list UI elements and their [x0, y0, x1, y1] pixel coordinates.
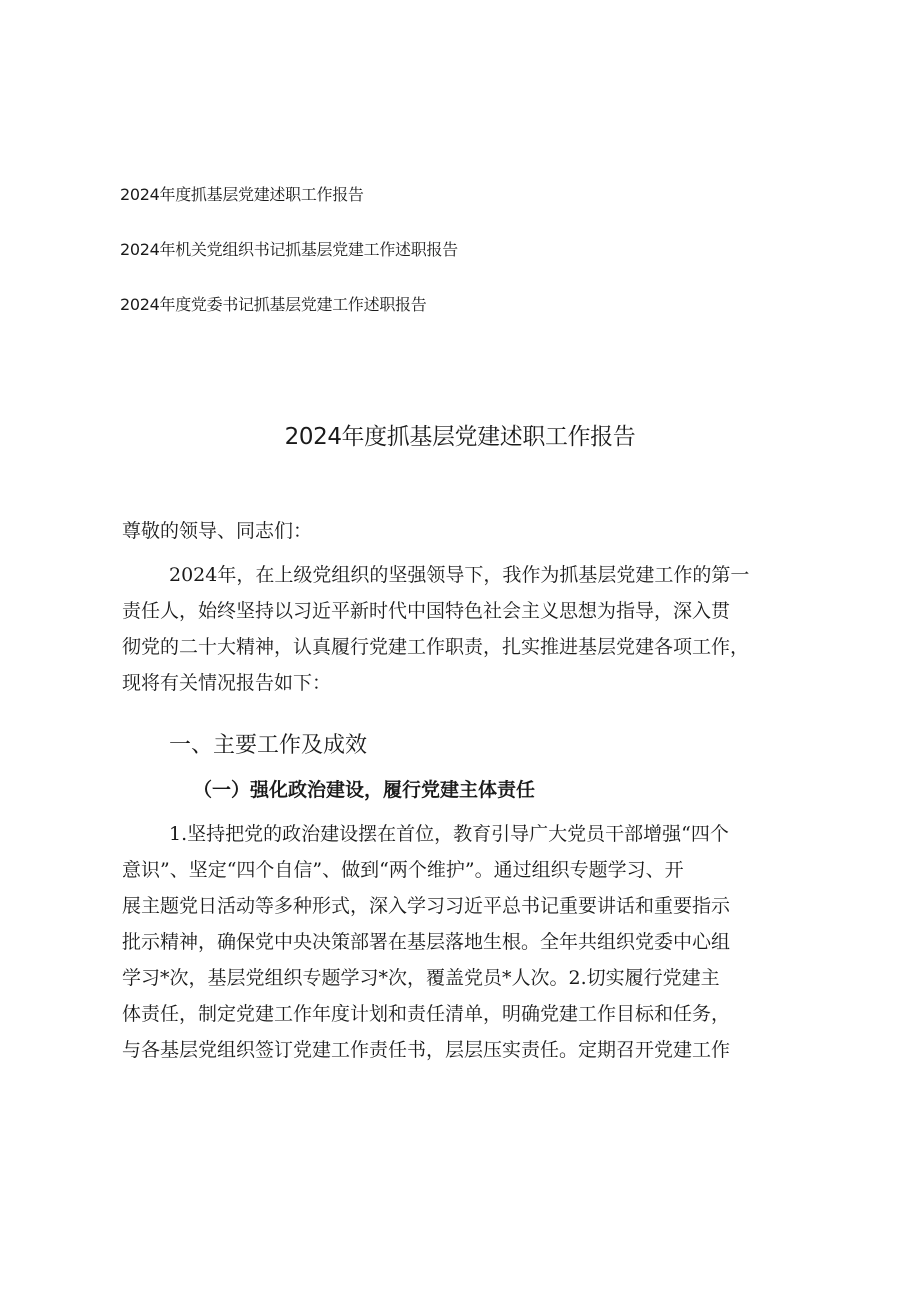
subsection-heading: （一）强化政治建设，履行党建主体责任: [193, 779, 536, 801]
salutation: 尊敬的领导、同志们：: [122, 520, 313, 542]
toc-item: 2024年机关党组织书记抓基层党建工作述职报告: [120, 240, 458, 259]
paragraph-line: 体责任，制定党建工作年度计划和责任清单，明确党建工作目标和任务，: [122, 1003, 731, 1025]
table-of-contents: [120, 183, 458, 317]
paragraph-line: 2024年，在上级党组织的坚强领导下，我作为抓基层党建工作的第一: [169, 564, 750, 586]
paragraph-line: 1.坚持把党的政治建设摆在首位，教育引导广大党员干部增强“四个: [169, 823, 729, 845]
paragraph-line: 责任人，始终坚持以习近平新时代中国特色社会主义思想为指导，深入贯: [122, 600, 731, 622]
paragraph-line: 意识”、坚定“四个自信”、做到“两个维护”。通过组织专题学习、开: [122, 859, 684, 881]
subsection-paragraph: [122, 816, 812, 1068]
paragraph-line: 批示精神，确保党中央决策部署在基层落地生根。全年共组织党委中心组: [122, 931, 731, 953]
toc-item: 2024年度党委书记抓基层党建工作述职报告: [120, 295, 427, 314]
paragraph-line: 展主题党日活动等多种形式，深入学习习近平总书记重要讲话和重要指示: [122, 895, 731, 917]
paragraph-line: 彻党的二十大精神，认真履行党建工作职责，扎实推进基层党建各项工作，: [122, 636, 750, 658]
document-title: 2024年度抓基层党建述职工作报告: [284, 424, 636, 450]
paragraph-line: 与各基层党组织签订党建工作责任书，层层压实责任。定期召开党建工作: [122, 1039, 731, 1061]
intro-paragraph: [122, 557, 812, 701]
section-heading: 一、主要工作及成效: [169, 733, 368, 758]
toc-item: 2024年度抓基层党建述职工作报告: [120, 185, 364, 204]
paragraph-line: 学习*次，基层党组织专题学习*次，覆盖党员*人次。2.切实履行党建主: [122, 967, 720, 989]
paragraph-line: 现将有关情况报告如下：: [122, 672, 332, 694]
